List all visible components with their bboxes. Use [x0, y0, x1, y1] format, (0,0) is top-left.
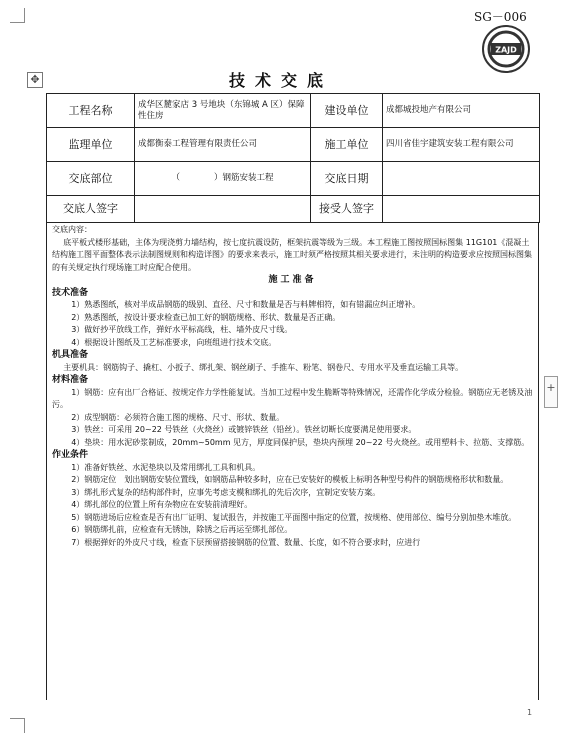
page-corner-mark-bottom [10, 718, 25, 733]
disclosure-part-label: 交底部位 [47, 162, 135, 196]
page-number: 1 [527, 708, 533, 717]
heading-work-conditions: 作业条件 [52, 450, 89, 460]
list-item: 2）熟悉图纸，按设计要求检查已加工好的钢筋规格、形状、数量是否正确。 [71, 312, 341, 322]
contractor-value[interactable]: 四川省佳宇建筑安装工程有限公司 [383, 128, 540, 162]
page-corner-mark-top [10, 8, 25, 23]
list-item: 1）准备好铁丝、水泥垫块以及常用绑扎工具和机具。 [71, 462, 261, 472]
list-item: 1）熟悉图纸，核对半成品钢筋的级别、直径、尺寸和数量是否与料牌相符，如有错漏应纠正增补。 [71, 300, 421, 309]
intro-label: 交底内容： [52, 225, 92, 234]
list-item: 7）根据弹好的外皮尺寸线，检查下层预留搭接钢筋的位置、数量、长度，如不符合要求时，应进行 [71, 537, 421, 547]
list-item: 1）钢筋：应有出厂合格证、按规定作力学性能复试。当加工过程中发生脆断等特殊情况，还需作化学成分检验。钢筋应无老锈及油污。 [52, 387, 533, 409]
heading-material-prep: 材料准备 [52, 375, 89, 385]
project-name-value[interactable]: 成华区麓家店 3 号地块（东锦城 A 区）保障性住房 [135, 94, 311, 128]
receiver-signature-label: 接受人签字 [311, 196, 383, 223]
list-item: 5）钢筋进场后应检查是否有出厂证明、复试报告，并按施工平面图中指定的位置，按规格、使用部位、编号分别加垫木堆放。 [71, 512, 517, 522]
disclosure-content[interactable] [46, 222, 539, 700]
contractor-label: 施工单位 [311, 128, 383, 162]
supervisor-label: 监理单位 [47, 128, 135, 162]
form-code: SG－006 [474, 10, 527, 24]
disclosure-date-value[interactable] [383, 162, 540, 196]
list-item: 4）垫块：用水泥砂浆制成，20mm~50mm 见方，厚度同保护层，垫块内预埋 20~22 号火烧丝。或用塑料卡、拉筋、支撑筋。 [71, 437, 530, 447]
receiver-signature-value[interactable] [383, 196, 540, 223]
list-item: 3）铁丝：可采用 20~22 号铁丝（火烧丝）或镀锌铁丝（铅丝）。铁丝切断长度要满足使用要求。 [71, 425, 417, 434]
list-item: 2）钢筋定位 划出钢筋安装位置线，如钢筋品种较多时，应在已安装好的模板上标明各种型号构件的钢筋规格形状和数量。 [71, 475, 509, 484]
section-title-prep: 施工准备 [268, 275, 317, 285]
supervisor-value[interactable]: 成都衡泰工程管理有限责任公司 [135, 128, 311, 162]
discloser-signature-label: 交底人签字 [47, 196, 135, 223]
project-name-label: 工程名称 [47, 94, 135, 128]
page-title: 技术交底 [228, 71, 333, 90]
table-move-handle-icon[interactable]: ✥ [27, 72, 43, 88]
add-row-plus-icon[interactable]: + [544, 376, 558, 408]
intro-paragraph: 底平板式楼形基础，主体为现浇剪力墙结构，按七度抗震设防，框架抗震等级为三级。本工程施工图按照国标图集 11G101《混凝土结构施工图平面整体表示法制图规则和构造详图》的要求来表示，施工时须严格按照其相关要求进行，未注明的构造要求应按照国标图集的有关规定执行现场施工时应配合使用。 [52, 237, 532, 272]
list-item: 2）成型钢筋：必须符合施工图的规格、尺寸、形状、数量。 [71, 412, 285, 422]
list-item: 4）绑扎部位的位置上所有杂物应在安装前清理好。 [71, 500, 253, 509]
tools-paragraph: 主要机具：钢筋钩子、撬杠、小扳子、绑扎架、钢丝刷子、手推车、粉笔、钢卷尺、专用水平及垂直运输工具等。 [63, 362, 464, 372]
disclosure-date-label: 交底日期 [311, 162, 383, 196]
svg-text:ZAJD: ZAJD [495, 45, 517, 55]
builder-value[interactable]: 成都城投地产有限公司 [383, 94, 540, 128]
disclosure-part-value[interactable]: （ ）钢筋安装工程 [135, 162, 311, 196]
company-logo-icon [481, 24, 531, 74]
builder-label: 建设单位 [311, 94, 383, 128]
list-item: 3）做好抄平放线工作，弹好水平标高线，柱、墙外皮尺寸线。 [71, 325, 293, 334]
list-item: 4）根据设计图纸及工艺标准要求，向班组进行技术交底。 [71, 337, 277, 347]
discloser-signature-value[interactable] [135, 196, 311, 223]
info-table [46, 93, 540, 223]
heading-tools-prep: 机具准备 [52, 350, 89, 360]
heading-tech-prep: 技术准备 [52, 287, 89, 298]
list-item: 6）钢筋绑扎前，应检查有无锈蚀，除锈之后再运至绑扎部位。 [71, 525, 293, 534]
list-item: 3）绑扎形式复杂的结构部件时，应事先考虑支模和绑扎的先后次序，宜制定安装方案。 [71, 487, 381, 497]
